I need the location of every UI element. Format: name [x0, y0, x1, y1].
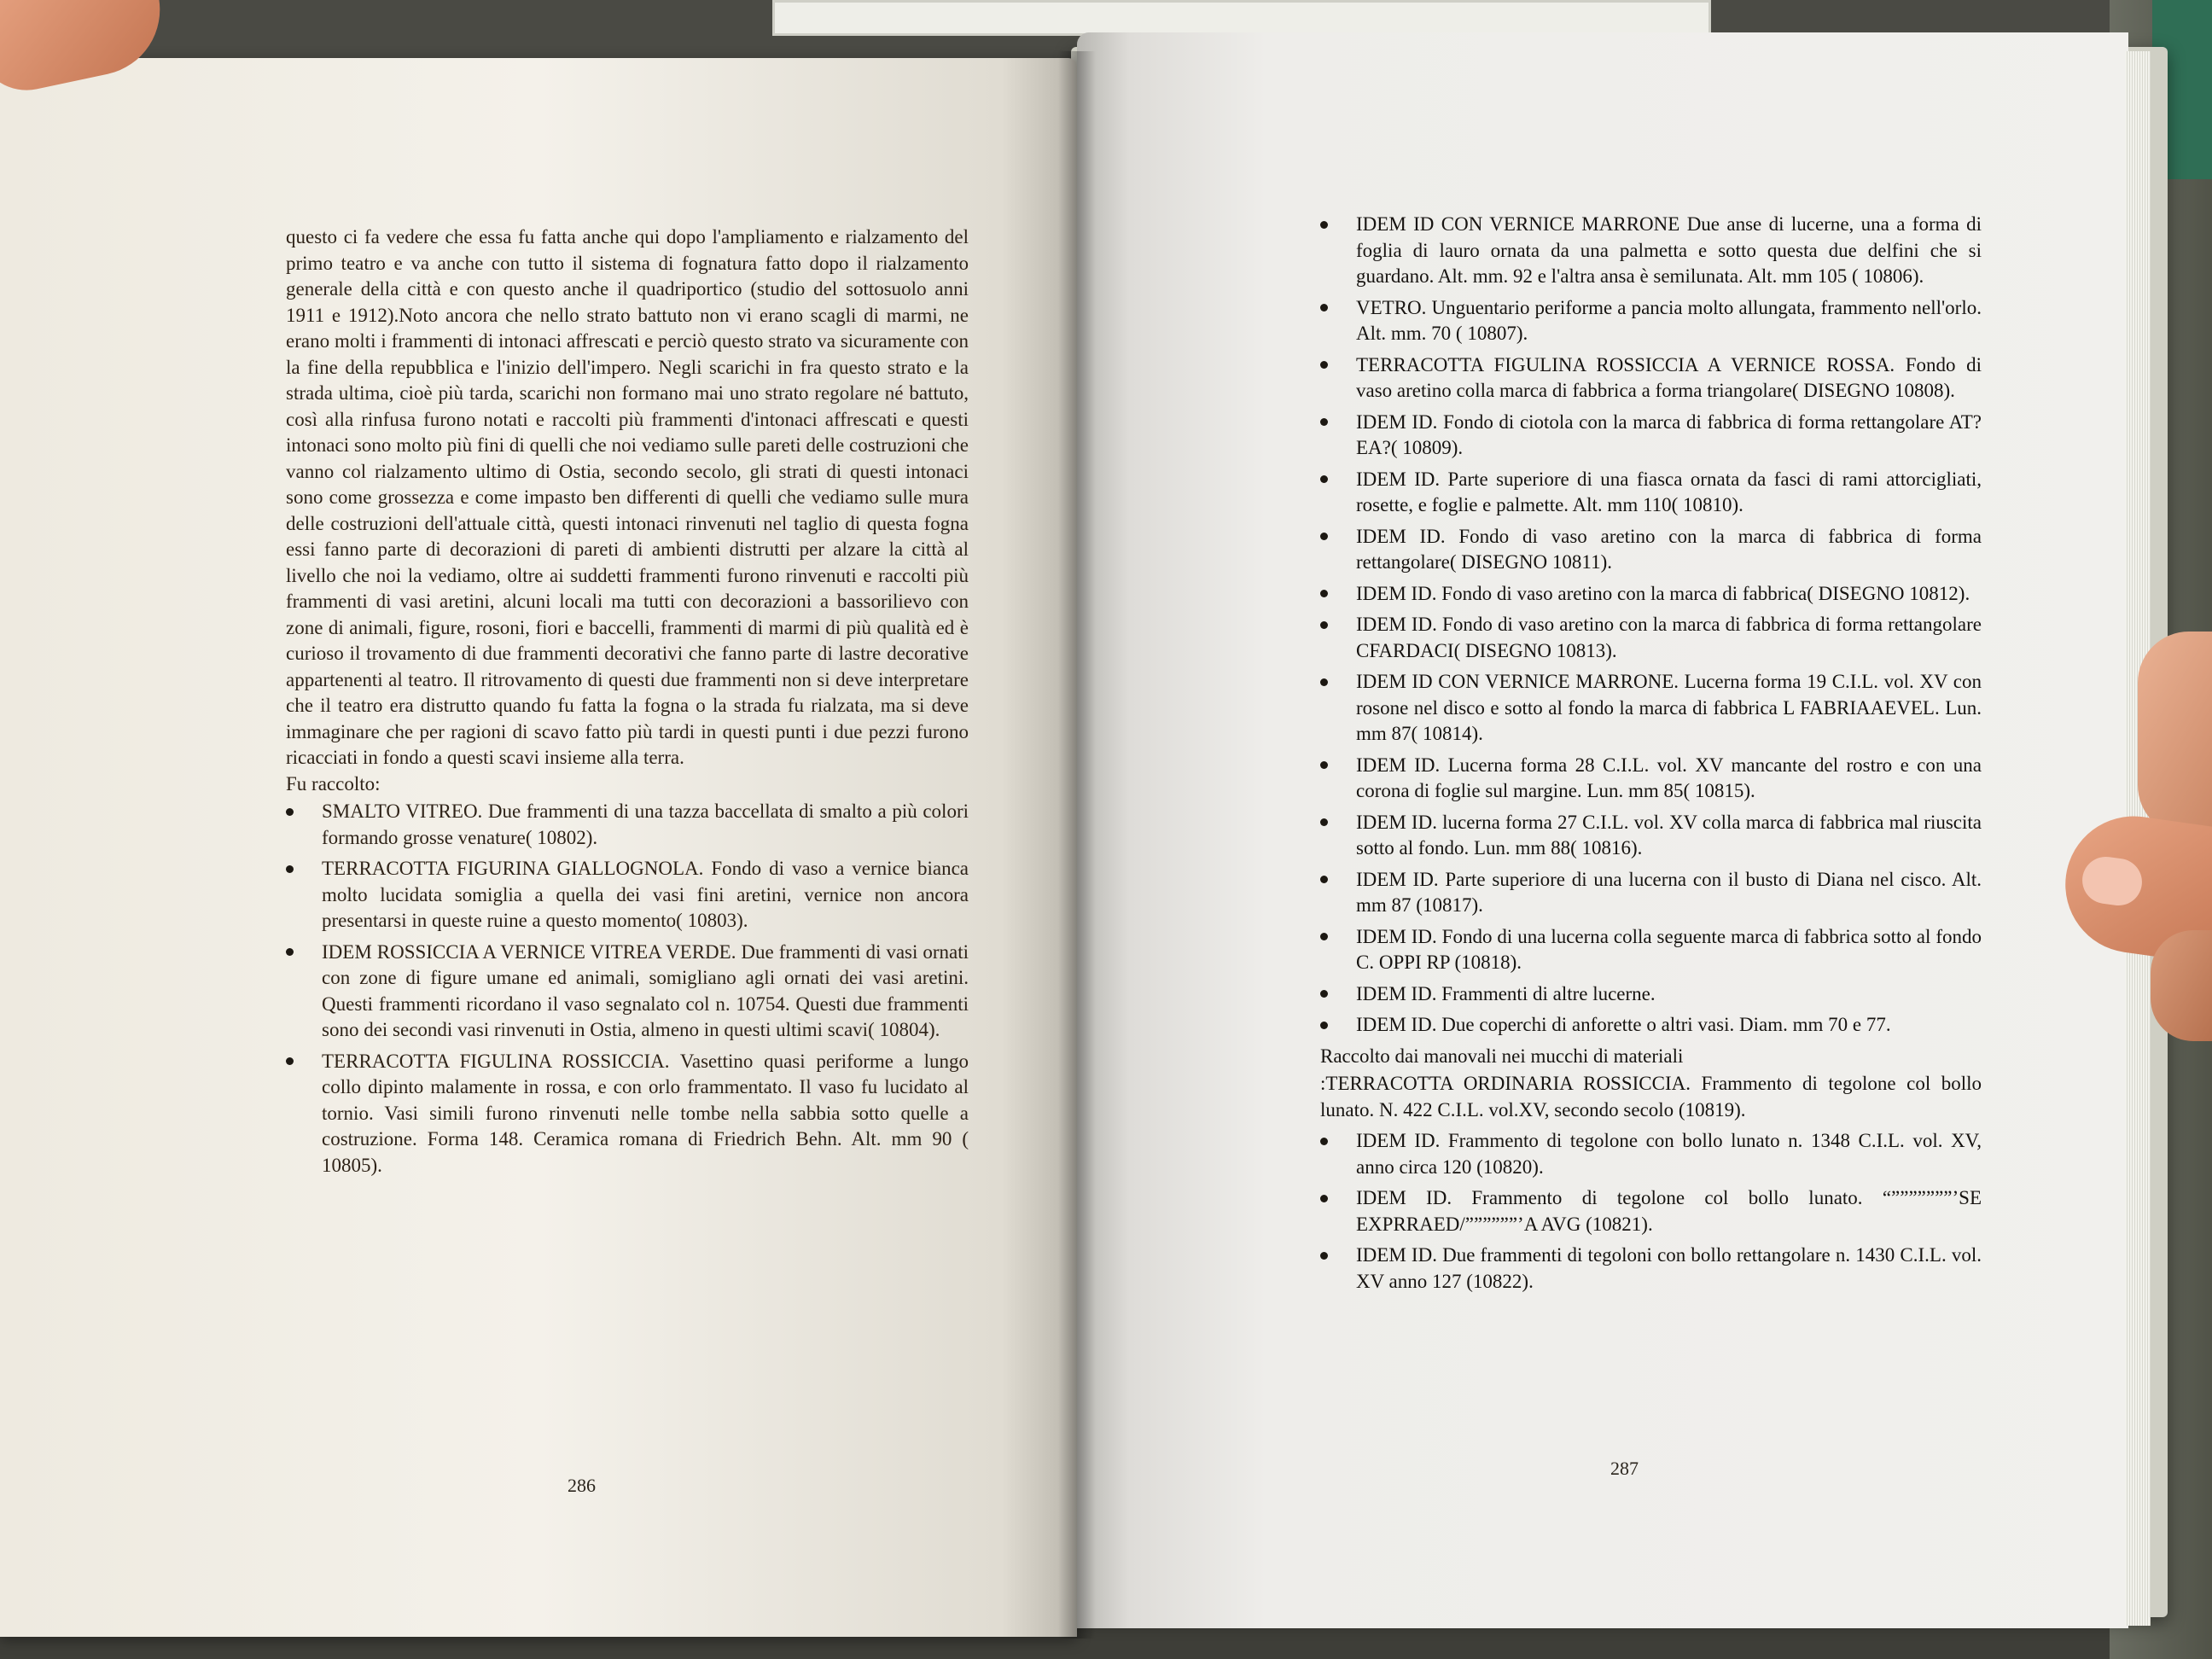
- bullet-icon: [1320, 753, 1330, 778]
- list-item-text: TERRACOTTA FIGURINA GIALLOGNOLA. Fondo di vaso a vernice bianca molto lucidata somiglia a quella dei vasi fini aretini, vernice non ancora presentarsi in queste ruine a questo momento( 10803).: [322, 858, 969, 931]
- left-item-list: [286, 799, 969, 1179]
- left-body-paragraph: questo ci fa vedere che essa fu fatta anche qui dopo l'ampliamento e rialzamento del primo teatro e va anche con tutto il sistema di fognatura fatto dopo il rialzamento generale della città e con questo anche il quadriportico (studio del sottosuolo anni 1911 e 1912).Noto ancora che nello strato battuto non vi erano scagli di marmi, ne erano molti i frammenti di intonaci affrescati e perciò questo strato va sicuramente con la fine della repubblica e l'inizio dell'impero. Negli scarichi in fra questo strato e la strada ultima, cioè più tarda, scarichi non formano mai uno strato regolare né battuto, così alla rinfusa furono notati e raccolti più frammenti d'intonaci affrescati e questi intonaci sono molto più fini di quelli che noi vediamo sulle pareti delle costruzioni che vanno col rialzamento ultimo di Ostia, secondo secolo, gli strati di questi intonaci sono come grossezza e come impasto ben differenti di quelli che vediamo sulle mura delle costruzioni dell'attuale città, questi intonaci rinvenuti nel taglio di questa fogna essi fanno parte di decorazioni di pareti di ambienti distrutti per alzare la città al livello che noi la vediamo, oltre ai suddetti frammenti furono rinvenuti e raccolti più frammenti di vasi aretini, alcuni locali ma tutti con decorazioni a bassorilievo con zone di animali, figure, rosoni, fiori e baccelli, frammenti di marmi di più qualità ed è curioso il trovamento di due frammenti decorativi che fanno parte di lastre decorative appartenenti al teatro. Il ritrovamento di questi due frammenti non si deve interpretare che il teatro era distrutto quando fu fatta la fogna o la strada fu rialzata, ma si deve immaginare che per ragioni di scavo fatto più tardi in questi punti i due pezzi furono ricacciati in fondo a questi scavi insieme alla terra.: [286, 226, 969, 768]
- plain-entry: :TERRACOTTA ORDINARIA ROSSICCIA. Frammento di tegolone col bollo lunato. N. 422 C.I.L. vol.XV, secondo secolo (10819).: [1320, 1073, 1982, 1121]
- list-item: [1320, 981, 1982, 1008]
- list-item: [1320, 1128, 1982, 1180]
- list-item-text: SMALTO VITREO. Due frammenti di una tazza baccellata di smalto a più colori formando grosse venature( 10802).: [322, 800, 969, 848]
- bullet-icon: [286, 799, 296, 824]
- list-item: [1320, 212, 1982, 290]
- page-number-left: 286: [568, 1475, 596, 1496]
- list-item-text: IDEM ID. Frammenti di altre lucerne.: [1356, 982, 1656, 1004]
- list-item-text: IDEM ID. Fondo di vaso aretino con la marca di fabbrica( DISEGNO 10812).: [1356, 582, 1970, 604]
- right-page: [1077, 32, 2128, 1628]
- list-item: [1320, 295, 1982, 347]
- left-page: [0, 58, 1077, 1637]
- list-item-text: IDEM ID. Frammento di tegolone col bollo lunato. “”””””””’SE EXPRRAED/””””””’A AVG (10821).: [1356, 1187, 1982, 1235]
- collected-label-right: Raccolto dai manovali nei mucchi di materiali: [1320, 1045, 1684, 1067]
- list-item: [1320, 1185, 1982, 1237]
- collected-label: Fu raccolto:: [286, 772, 381, 795]
- list-item-text: IDEM ID. Parte superiore di una lucerna con il busto di Diana nel cisco. Alt. mm 87 (10817).: [1356, 868, 1982, 916]
- bullet-icon: [1320, 410, 1330, 435]
- list-item-text: TERRACOTTA FIGULINA ROSSICCIA A VERNICE ROSSA. Fondo di vaso aretino colla marca di fabbrica a forma triangolare( DISEGNO 10808).: [1356, 353, 1982, 401]
- list-item: [1320, 352, 1982, 405]
- bullet-icon: [1320, 924, 1330, 950]
- bullet-icon: [286, 856, 296, 882]
- list-item: [1320, 581, 1982, 608]
- bullet-icon: [286, 1049, 296, 1074]
- list-item-text: IDEM ID CON VERNICE MARRONE. Lucerna forma 19 C.I.L. vol. XV con rosone nel disco e sotto al fondo la marca di fabbrica L FABRIAAEVEL. Lun. mm 87( 10814).: [1356, 671, 1982, 744]
- list-item-text: IDEM ID. Due coperchi di anforette o altri vasi. Diam. mm 70 e 77.: [1356, 1014, 1891, 1035]
- list-item-text: IDEM ID CON VERNICE MARRONE Due anse di lucerne, una a forma di foglia di lauro ornata da una palmetta e sotto questa due delfini che si guardano. Alt. mm. 92 e l'altra ansa è semilunata. Alt. mm 105 ( 10806).: [1356, 213, 1982, 287]
- list-item-text: IDEM ID. Parte superiore di una fiasca ornata da fasci di rami attorcigliati, rosette, e foglie e palmette. Alt. mm 110( 10810).: [1356, 468, 1982, 515]
- list-item: [1320, 524, 1982, 576]
- book-spine-shadow: [1058, 51, 1096, 1639]
- list-item: [1320, 410, 1982, 462]
- list-item-text: VETRO. Unguentario periforme a pancia molto allungata, frammento nell'orlo. Alt. mm. 70 ( 10807).: [1356, 296, 1982, 344]
- page-number-right: 287: [1610, 1458, 1639, 1479]
- bullet-icon: [1320, 1128, 1330, 1154]
- bullet-icon: [1320, 981, 1330, 1007]
- list-item: [286, 1049, 969, 1179]
- list-item: [286, 940, 969, 1044]
- list-item: [1320, 1012, 1982, 1039]
- list-item: [286, 856, 969, 934]
- list-item: [1320, 867, 1982, 919]
- list-item-text: IDEM ROSSICCIA A VERNICE VITREA VERDE. Due frammenti di vasi ornati con zone di figure umane ed animali, somigliano agli ornati dei vasi aretini. Questi frammenti ricordano il vaso segnalato col n. 10754. Questi due frammenti sono dei secondi vasi rinvenuti in Ostia, almeno in questi ultimi scavi( 10804).: [322, 940, 969, 1040]
- bullet-icon: [1320, 352, 1330, 378]
- list-item: [1320, 1243, 1982, 1295]
- right-item-list-a: [1320, 212, 1982, 1039]
- bullet-icon: [1320, 1012, 1330, 1038]
- bullet-icon: [286, 940, 296, 965]
- bullet-icon: [1320, 612, 1330, 637]
- list-item: [1320, 924, 1982, 976]
- list-item: [1320, 753, 1982, 805]
- list-item-text: IDEM ID. Fondo di vaso aretino con la marca di fabbrica di forma rettangolare( DISEGNO 10811).: [1356, 525, 1982, 573]
- list-item: [1320, 669, 1982, 748]
- list-item: [1320, 467, 1982, 519]
- bullet-icon: [1320, 295, 1330, 321]
- list-item-text: IDEM ID. Frammento di tegolone con bollo lunato n. 1348 C.I.L. vol. XV, anno circa 120 (10820).: [1356, 1130, 1982, 1178]
- bullet-icon: [1320, 581, 1330, 607]
- list-item-text: TERRACOTTA FIGULINA ROSSICCIA. Vasettino quasi periforme a lungo collo dipinto malamente in rossa, e con orlo frammentato. Il vaso fu lucidato al tornio. Vasi simili furono rinvenuti nelle tombe nella sabbia sotto quelle a costruzione. Forma 148. Ceramica romana di Friedrich Behn. Alt. mm 90 ( 10805).: [322, 1050, 969, 1176]
- right-page-text: [1320, 212, 1982, 1300]
- list-item: [286, 799, 969, 851]
- list-item-text: IDEM ID. Due frammenti di tegoloni con bollo rettangolare n. 1430 C.I.L. vol. XV anno 127 (10822).: [1356, 1244, 1982, 1292]
- list-item-text: IDEM ID. Fondo di una lucerna colla seguente marca di fabbrica sotto al fondo C. OPPI RP (10818).: [1356, 925, 1982, 973]
- right-item-list-b: [1320, 1128, 1982, 1295]
- left-page-text: [286, 224, 969, 1184]
- bullet-icon: [1320, 1243, 1330, 1268]
- bullet-icon: [1320, 467, 1330, 492]
- list-item: [1320, 612, 1982, 664]
- hand-finger: [2138, 632, 2212, 836]
- bullet-icon: [1320, 669, 1330, 695]
- list-item-text: IDEM ID. Lucerna forma 28 C.I.L. vol. XV mancante del rostro e con una corona di foglie sul margine. Lun. mm 85( 10815).: [1356, 754, 1982, 801]
- hand-finger-lower: [2151, 930, 2212, 1041]
- list-item-text: IDEM ID. Fondo di ciotola con la marca di fabbrica di forma rettangolare AT?EA?( 10809).: [1356, 410, 1982, 458]
- bullet-icon: [1320, 810, 1330, 835]
- bullet-icon: [1320, 1185, 1330, 1211]
- bullet-icon: [1320, 867, 1330, 893]
- list-item: [1320, 810, 1982, 862]
- bullet-icon: [1320, 524, 1330, 550]
- background-book: [772, 0, 1711, 36]
- bullet-icon: [1320, 212, 1330, 237]
- list-item-text: IDEM ID. lucerna forma 27 C.I.L. vol. XV colla marca di fabbrica mal riuscita sotto al fondo. Lun. mm 88( 10816).: [1356, 811, 1982, 859]
- list-item-text: IDEM ID. Fondo di vaso aretino con la marca di fabbrica di forma rettangolare CFARDACI( DISEGNO 10813).: [1356, 614, 1982, 661]
